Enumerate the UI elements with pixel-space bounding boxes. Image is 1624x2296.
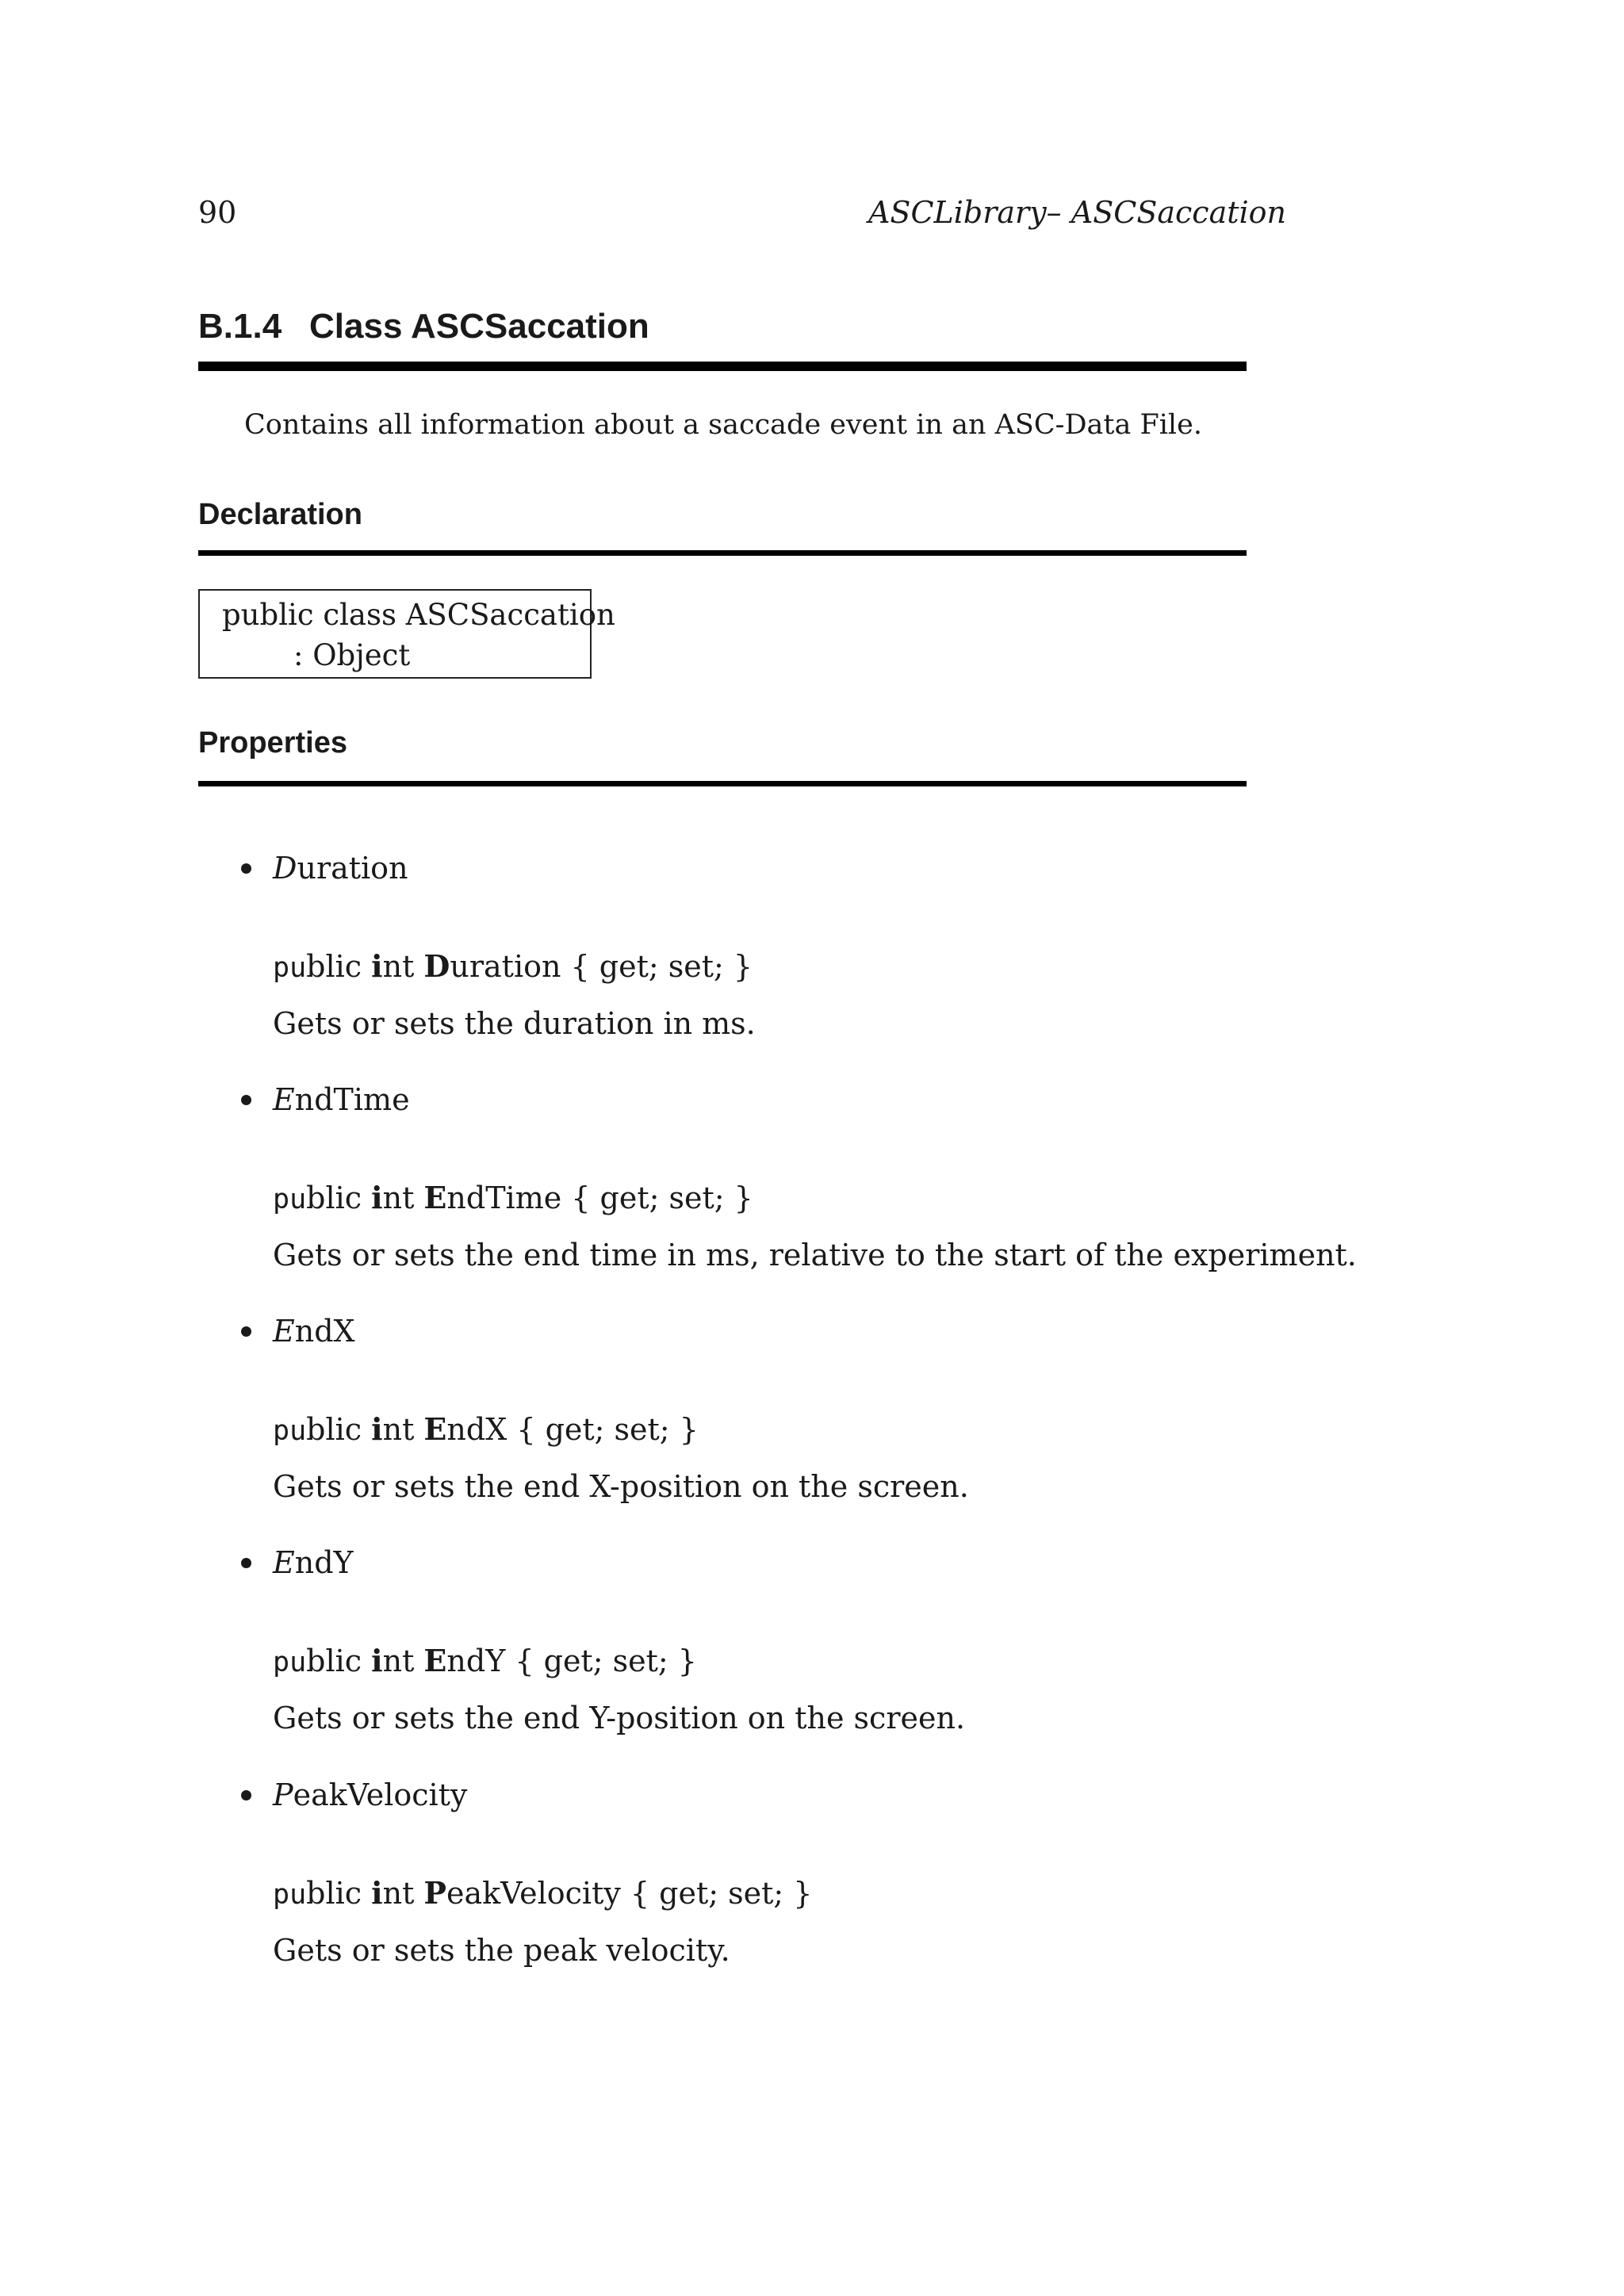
property-signature: public int Duration { get; set; } <box>273 948 753 984</box>
property-description: Gets or sets the end X-position on the screen. <box>273 1469 969 1504</box>
property-name: EndX <box>273 1314 355 1349</box>
bullet-icon <box>241 1790 251 1800</box>
property-name: EndY <box>273 1545 354 1580</box>
property-description: Gets or sets the duration in ms. <box>273 1006 756 1041</box>
property-name: Duration <box>273 851 408 886</box>
bullet-icon <box>241 1326 251 1337</box>
bullet-icon <box>241 863 251 874</box>
property-description: Gets or sets the end Y-position on the screen. <box>273 1701 966 1735</box>
page-number: 90 <box>198 195 237 230</box>
declaration-rule <box>198 550 1247 556</box>
property-name: PeakVelocity <box>273 1777 468 1812</box>
section-number: B.1.4 <box>198 307 282 346</box>
section-title <box>198 304 649 349</box>
section-title-text: Class ASCSaccation <box>309 307 649 346</box>
declaration-line-1: public class ASCSaccation <box>222 598 615 632</box>
property-signature: public int EndY { get; set; } <box>273 1643 697 1678</box>
declaration-box <box>198 589 615 679</box>
properties-heading: Properties <box>198 726 347 760</box>
property-signature: public int EndX { get; set; } <box>273 1411 699 1447</box>
property-signature: public int PeakVelocity { get; set; } <box>273 1875 813 1911</box>
section-rule <box>198 362 1247 371</box>
properties-rule <box>198 781 1247 786</box>
property-signature: public int EndTime { get; set; } <box>273 1180 753 1215</box>
declaration-line-2: : Object <box>293 638 411 672</box>
property-name: EndTime <box>273 1082 410 1117</box>
running-header: ASCLibrary– ASCSaccation <box>868 195 1286 230</box>
bullet-icon <box>241 1558 251 1568</box>
property-description: Gets or sets the peak velocity. <box>273 1933 730 1968</box>
class-description: Contains all information about a saccade event in an ASC-Data File. <box>244 409 1202 441</box>
property-description: Gets or sets the end time in ms, relative to the start of the experiment. <box>273 1238 1357 1272</box>
bullet-icon <box>241 1095 251 1105</box>
declaration-heading: Declaration <box>198 498 362 531</box>
